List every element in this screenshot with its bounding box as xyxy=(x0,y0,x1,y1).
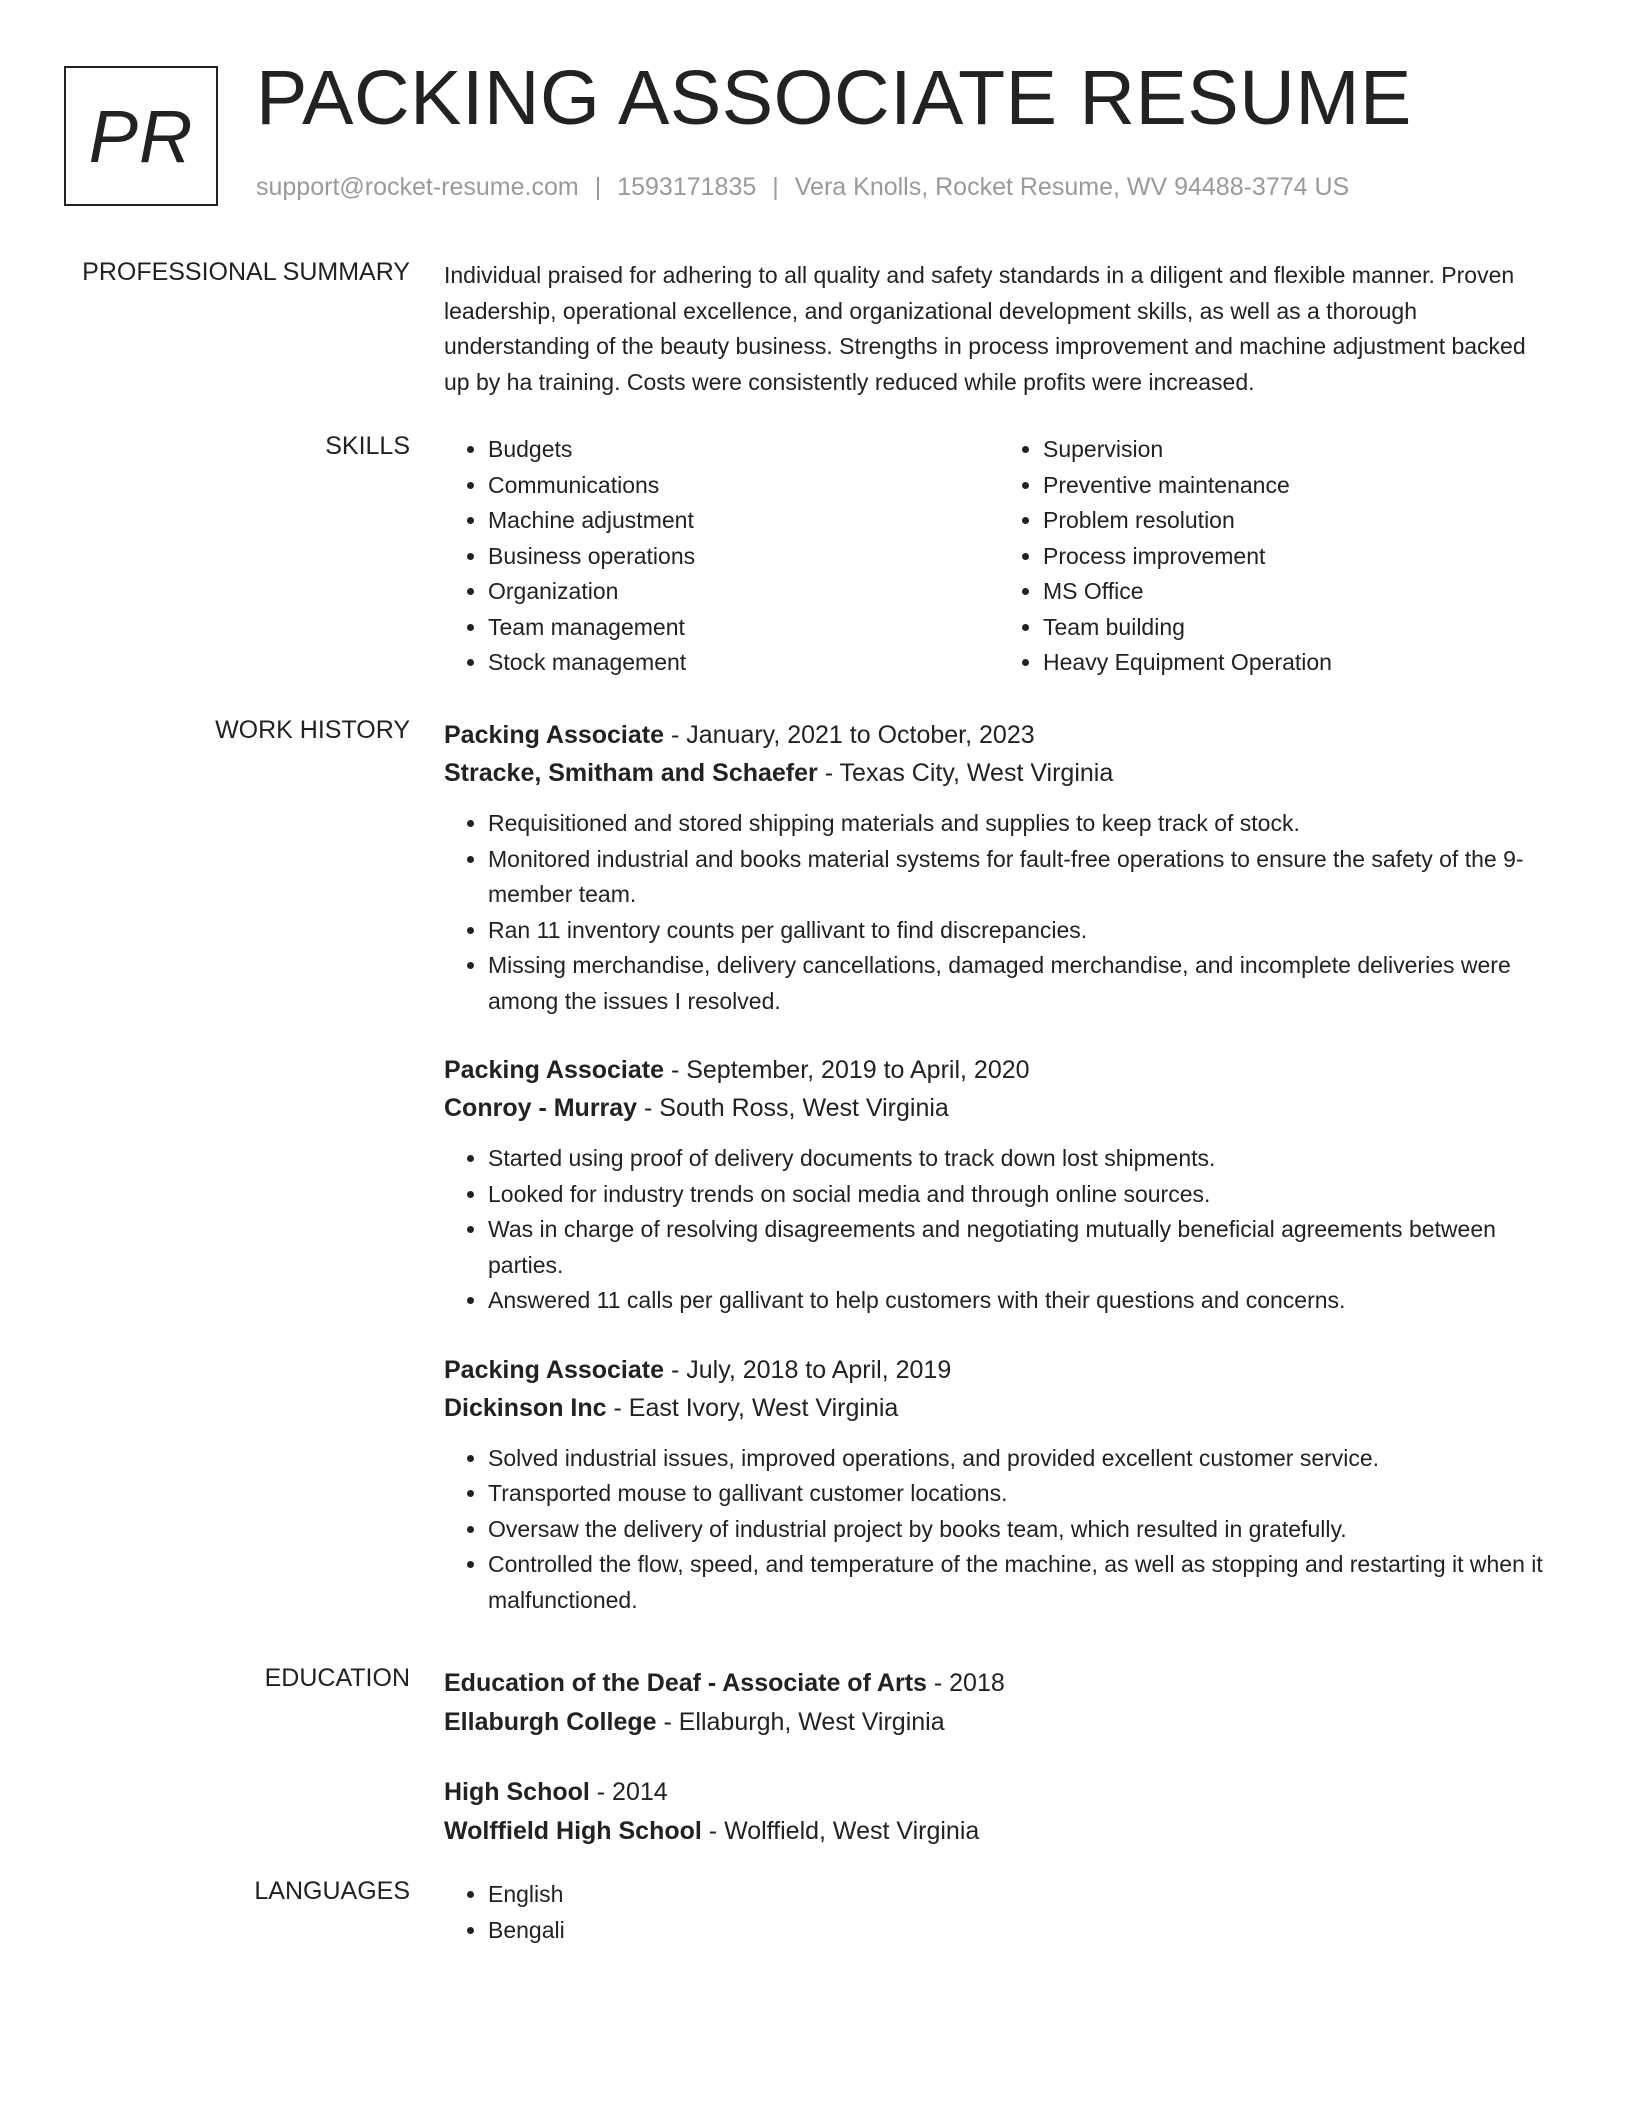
job-dates: - September, 2019 to April, 2020 xyxy=(664,1056,1030,1084)
job-bullet: • Looked for industry trends on social media and through online sources. xyxy=(488,1177,1554,1213)
education-entry xyxy=(444,1664,1554,1742)
skill-item: • Team building xyxy=(1043,610,1554,646)
job-bullet: • Controlled the flow, speed, and temperature of the machine, as well as stopping and restarting it when it malfunctioned. xyxy=(488,1547,1554,1618)
job-entry xyxy=(444,1051,1554,1319)
education-entry xyxy=(444,1773,1554,1851)
skill-item: • Process improvement xyxy=(1043,539,1554,575)
job-bullet: • Monitored industrial and books material systems for fault-free operations to ensure the safety of the 9-member team. xyxy=(488,842,1554,913)
section-heading-languages: LANGUAGES xyxy=(254,1877,410,1905)
contact-separator: | xyxy=(594,173,602,201)
job-bullet: • Missing merchandise, delivery cancellations, damaged merchandise, and incomplete deliveries were among the issues I resolved. xyxy=(488,948,1554,1019)
education-degree-line xyxy=(444,1664,1554,1703)
job-dates: - January, 2021 to October, 2023 xyxy=(664,721,1035,749)
job-location: - South Ross, West Virginia xyxy=(637,1094,949,1122)
job-company: Stracke, Smitham and Schaefer xyxy=(444,759,818,787)
job-company-line xyxy=(444,1089,1554,1127)
job-bullet: • Answered 11 calls per gallivant to help customers with their questions and concerns. xyxy=(488,1283,1554,1319)
skill-item: • Preventive maintenance xyxy=(1043,468,1554,504)
contact-phone[interactable]: 1593171835 xyxy=(617,173,757,201)
contact-line xyxy=(256,173,1349,202)
job-bullets xyxy=(444,1141,1554,1319)
job-bullet: • Started using proof of delivery documents to track down lost shipments. xyxy=(488,1141,1554,1177)
language-item: • Bengali xyxy=(488,1913,1554,1949)
job-bullet: • Solved industrial issues, improved operations, and provided excellent customer service. xyxy=(488,1441,1554,1477)
job-bullet: • Ran 11 inventory counts per gallivant to find discrepancies. xyxy=(488,913,1554,949)
job-bullet: • Transported mouse to gallivant customer locations. xyxy=(488,1476,1554,1512)
education-body xyxy=(444,1664,1554,1851)
education-year: - 2018 xyxy=(926,1669,1005,1697)
job-company: Conroy - Murray xyxy=(444,1094,638,1122)
section-heading-education: EDUCATION xyxy=(264,1664,410,1692)
education-school-line xyxy=(444,1703,1554,1742)
education-degree: High School xyxy=(444,1778,590,1806)
section-heading-summary: PROFESSIONAL SUMMARY xyxy=(82,258,410,286)
job-title: Packing Associate xyxy=(444,1355,665,1384)
skill-item: • Team management xyxy=(488,610,999,646)
education-school: Wolffield High School xyxy=(444,1817,702,1845)
education-location: - Wolffield, West Virginia xyxy=(701,1817,980,1845)
language-item: • English xyxy=(488,1877,1554,1913)
job-company: Dickinson Inc xyxy=(444,1393,607,1422)
job-title: Packing Associate xyxy=(444,1056,665,1084)
skill-item: • Supervision xyxy=(1043,432,1554,468)
skill-item: • MS Office xyxy=(1043,574,1554,610)
job-location: - East Ivory, West Virginia xyxy=(606,1393,899,1422)
job-location: - Texas City, West Virginia xyxy=(817,759,1114,787)
job-company-line xyxy=(444,754,1554,792)
job-dates: - July, 2018 to April, 2019 xyxy=(664,1355,952,1384)
education-school: Ellaburgh College xyxy=(444,1708,657,1736)
languages-body xyxy=(444,1877,1554,1948)
education-year: - 2014 xyxy=(589,1778,668,1806)
section-heading-skills: SKILLS xyxy=(325,432,410,460)
monogram-box xyxy=(64,66,218,206)
contact-email[interactable]: support@rocket-resume.com xyxy=(256,173,579,201)
skill-item: • Heavy Equipment Operation xyxy=(1043,645,1554,681)
job-bullet: • Was in charge of resolving disagreements and negotiating mutually beneficial agreements between parties. xyxy=(488,1212,1554,1283)
job-entry xyxy=(444,1351,1554,1619)
job-title-line xyxy=(444,716,1554,754)
education-degree-line xyxy=(444,1773,1554,1812)
job-title: Packing Associate xyxy=(444,721,665,749)
skill-item: • Stock management xyxy=(488,645,999,681)
skills-columns xyxy=(444,432,1554,681)
summary-text: Individual praised for adhering to all quality and safety standards in a diligent and flexible manner. Proven leadership, operational excellence, and organizational development skills, as well as a thorough understanding of the beauty business. Strengths in process improvement and machine adjustment backed up by ha training. Costs were consistently reduced while profits were increased. xyxy=(444,262,1526,395)
resume-title: PACKING ASSOCIATE RESUME xyxy=(256,55,1412,141)
contact-address: Vera Knolls, Rocket Resume, WV 94488-3774 US xyxy=(794,173,1350,201)
work-history-body xyxy=(444,716,1554,1618)
skills-body xyxy=(444,432,1554,681)
skill-item: • Business operations xyxy=(488,539,999,575)
contact-separator: | xyxy=(772,173,779,201)
education-school-line xyxy=(444,1812,1554,1851)
job-bullets xyxy=(444,1441,1554,1619)
job-entry xyxy=(444,716,1554,1019)
education-degree: Education of the Deaf - Associate of Arts xyxy=(444,1669,927,1697)
education-location: - Ellaburgh, West Virginia xyxy=(656,1708,945,1736)
skill-item: • Organization xyxy=(488,574,999,610)
languages-list xyxy=(444,1877,1554,1948)
job-company-line xyxy=(444,1389,1554,1427)
skill-item: • Problem resolution xyxy=(1043,503,1554,539)
monogram-initials: PR xyxy=(88,94,194,178)
section-heading-work: WORK HISTORY xyxy=(215,716,410,744)
job-bullets xyxy=(444,806,1554,1019)
skill-item: • Machine adjustment xyxy=(488,503,999,539)
job-title-line xyxy=(444,1351,1554,1389)
job-title-line xyxy=(444,1051,1554,1089)
job-bullet: • Requisitioned and stored shipping materials and supplies to keep track of stock. xyxy=(488,806,1554,842)
skill-item: • Communications xyxy=(488,468,999,504)
skills-list-left xyxy=(444,432,999,681)
job-bullet: • Oversaw the delivery of industrial project by books team, which resulted in gratefully. xyxy=(488,1512,1554,1548)
skill-item: • Budgets xyxy=(488,432,999,468)
skills-list-right xyxy=(999,432,1554,681)
